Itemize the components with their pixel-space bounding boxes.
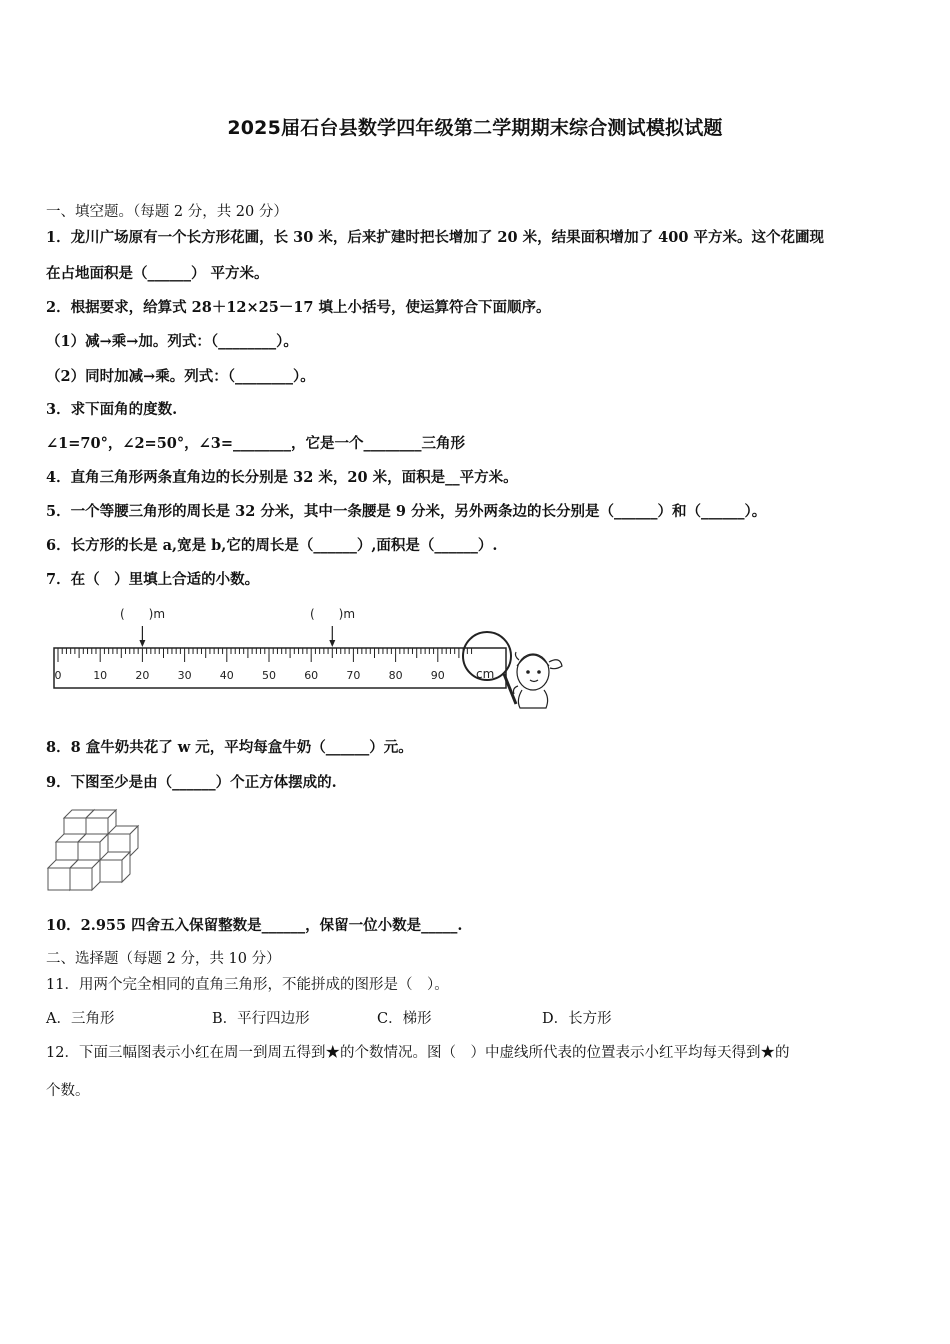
question-2-line-1: 2．根据要求，给算式 28＋12×25－17 填上小括号，使运算符合下面顺序。 (46, 299, 551, 316)
ruler-tick-label: 40 (219, 669, 234, 682)
question-2-sub-1: （1）减→乘→加。列式：（________）。 (46, 333, 298, 350)
ruler-unit: cm (476, 667, 495, 681)
question-10: 10．2.955 四舍五入保留整数是______，保留一位小数是_____. (46, 917, 463, 934)
cubes-figure (46, 802, 146, 897)
question-12-line-1: 12．下面三幅图表示小红在周一到周五得到★的个数情况。图（ ）中虚线所代表的位置表示小红平均每天得到★的 (46, 1045, 790, 1061)
question-3-line-2: ∠1=70°，∠2=50°，∠3=________，它是一个________三角形 (46, 435, 466, 452)
question-1-line-2: 在占地面积是（______） 平方米。 (46, 265, 269, 282)
question-12-line-2: 个数。 (46, 1083, 90, 1099)
ruler-figure (46, 600, 576, 715)
question-3-line-1: 3．求下面角的度数. (46, 401, 178, 418)
ruler-tick-label: 80 (388, 669, 403, 682)
ruler-tick-label: 30 (177, 669, 192, 682)
ruler-tick-label: 20 (135, 669, 150, 682)
section-1-heading: 一、填空题。（每题 2 分，共 20 分） (46, 204, 288, 220)
ruler-blank-label-1: ( )m (120, 607, 166, 621)
ruler-tick-label: 90 (430, 669, 445, 682)
option-c[interactable]: C．梯形 (377, 1011, 432, 1027)
ruler-tick-label: 60 (304, 669, 319, 682)
question-7: 7．在（ ）里填上合适的小数。 (46, 571, 260, 588)
ruler-blank-label-2: ( )m (310, 607, 356, 621)
cube-face (100, 860, 122, 882)
cube-face (70, 868, 92, 890)
question-8: 8．8 盒牛奶共花了 w 元，平均每盒牛奶（______）元。 (46, 739, 413, 756)
page-title: 2025届石台县数学四年级第二学期期末综合测试模拟试题 (227, 117, 723, 139)
question-11: 11．用两个完全相同的直角三角形，不能拼成的图形是（ ）。 (46, 977, 449, 993)
ruler-arrows (139, 626, 335, 647)
ruler-tick-label: 50 (262, 669, 276, 682)
question-4: 4．直角三角形两条直角边的长分别是 32 米，20 米，面积是__平方米。 (46, 469, 518, 486)
ruler-tick-label: 70 (346, 669, 361, 682)
option-a[interactable]: A．三角形 (46, 1011, 115, 1027)
ruler-arrow-head (139, 640, 145, 647)
girl-cartoon-icon (514, 652, 563, 708)
question-2-sub-2: （2）同时加减→乘。列式：（________）。 (46, 368, 315, 385)
question-5: 5．一个等腰三角形的周长是 32 分米，其中一条腰是 9 分米，另外两条边的长分别是（______）和（______）。 (46, 503, 767, 520)
question-1-line-1: 1．龙川广场原有一个长方形花圃，长 30 米，后来扩建时把长增加了 20 米，结果面积增加了 400 平方米。这个花圃现 (46, 229, 824, 246)
section-2-heading: 二、选择题（每题 2 分，共 10 分） (46, 951, 281, 967)
ruler-arrow-head (329, 640, 335, 647)
question-9: 9．下图至少是由（______）个正方体摆成的. (46, 774, 337, 791)
ruler-tick-label: 0 (54, 669, 62, 682)
option-d[interactable]: D．长方形 (542, 1011, 612, 1027)
cube-face (48, 868, 70, 890)
question-6: 6．长方形的长是 a,宽是 b,它的周长是（______）,面积是（______）. (46, 537, 498, 554)
option-b[interactable]: B．平行四边形 (212, 1011, 310, 1027)
ruler-tick-label: 10 (93, 669, 108, 682)
